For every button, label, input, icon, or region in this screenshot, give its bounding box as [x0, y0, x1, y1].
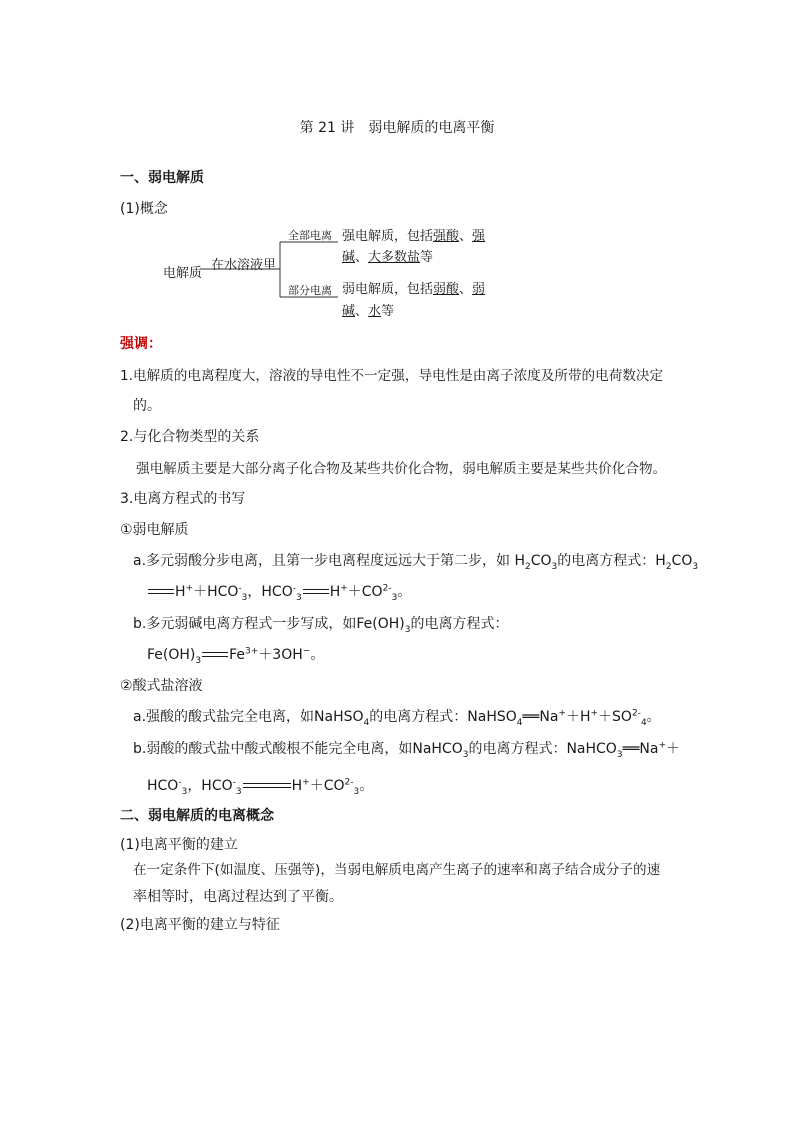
point-1-line1: 1.电解质的电离程度大，溶液的导电性不一定强，导电性是由离子浓度及所带的电荷数决定 — [120, 368, 664, 384]
branch-bottom-text-line1: 弱电解质，包括弱酸、弱 — [342, 282, 486, 297]
branch-bottom-label: 部分电离 — [288, 284, 332, 297]
point-1-line2: 的。 — [133, 398, 161, 414]
ionization-features-subheading: (2)电离平衡的建立与特征 — [120, 917, 280, 933]
ionization-body-line2: 率相等时，电离过程达到了平衡。 — [133, 889, 343, 905]
polybasic-acid-equation: $H^++HCO^-_3$，$HCO^-_3$ $H^++CO^{2-}_3$。 — [147, 581, 411, 601]
section-heading-weak-electrolyte: 一、弱电解质 — [120, 170, 204, 186]
diagram-root: 电解质 — [163, 266, 203, 281]
ionization-body-line1: 在一定条件下(如温度、压强等)，当弱电解质电离产生离子的速率和离子结合成分子的速 — [133, 862, 661, 878]
weak-acid-salt-equation: $HCO^-_3$，$HCO^-_3$ $H^++CO^{2-}_3$。 — [147, 777, 374, 797]
point-2-body: 强电解质主要是大部分离子化合物及某些共价化合物，弱电解质主要是某些共价化合物。 — [136, 461, 667, 477]
point-2-heading: 2.与化合物类型的关系 — [120, 429, 260, 445]
branch-top-text-line2: 碱、大多数盐等 — [342, 250, 434, 265]
concept-label: (1)概念 — [120, 201, 168, 217]
weak-acid-salt-text: b.弱酸的酸式盐中酸式酸根不能完全电离，如NaHCO$_3$的电离方程式：NaHCO$_3$══Na+＋ — [133, 740, 681, 760]
polybasic-base-text: b.多元弱碱电离方程式一步写成，如$Fe(OH)_3$的电离方程式： — [133, 616, 509, 635]
strong-acid-salt-text: a.强酸的酸式盐完全电离，如NaHSO$_4$的电离方程式：$NaHSO_4══Na^++H^++SO^{2-}_4$。 — [133, 708, 661, 728]
emphasis-label: 强调： — [120, 336, 162, 352]
branch-top-text-line1: 强电解质，包括强酸、强 — [342, 229, 486, 244]
branch-top-label: 全部电离 — [288, 229, 332, 242]
weak-electrolyte-subheading: ①弱电解质 — [120, 522, 189, 538]
polybasic-acid-text: a.多元弱酸分步电离，且第一步电离程度远远大于第二步，如 $H_2CO_3$的电离方程式：$H_2CO_3$ — [133, 553, 699, 572]
ionization-establishment-subheading: (1)电离平衡的建立 — [120, 837, 238, 853]
page-title: 第 21 讲 弱电解质的电离平衡 — [299, 120, 495, 136]
point-3-heading: 3.电离方程式的书写 — [120, 491, 246, 507]
branch-bottom-text-line2: 碱、水等 — [342, 304, 395, 319]
polybasic-base-equation: $Fe(OH)_3$ $Fe^{3+}+3OH^-$。 — [147, 646, 325, 666]
acid-salt-subheading: ②酸式盐溶液 — [120, 678, 203, 694]
diagram-condition: 在水溶液里 — [211, 258, 277, 273]
section-heading-ionization: 二、弱电解质的电离概念 — [120, 808, 274, 824]
